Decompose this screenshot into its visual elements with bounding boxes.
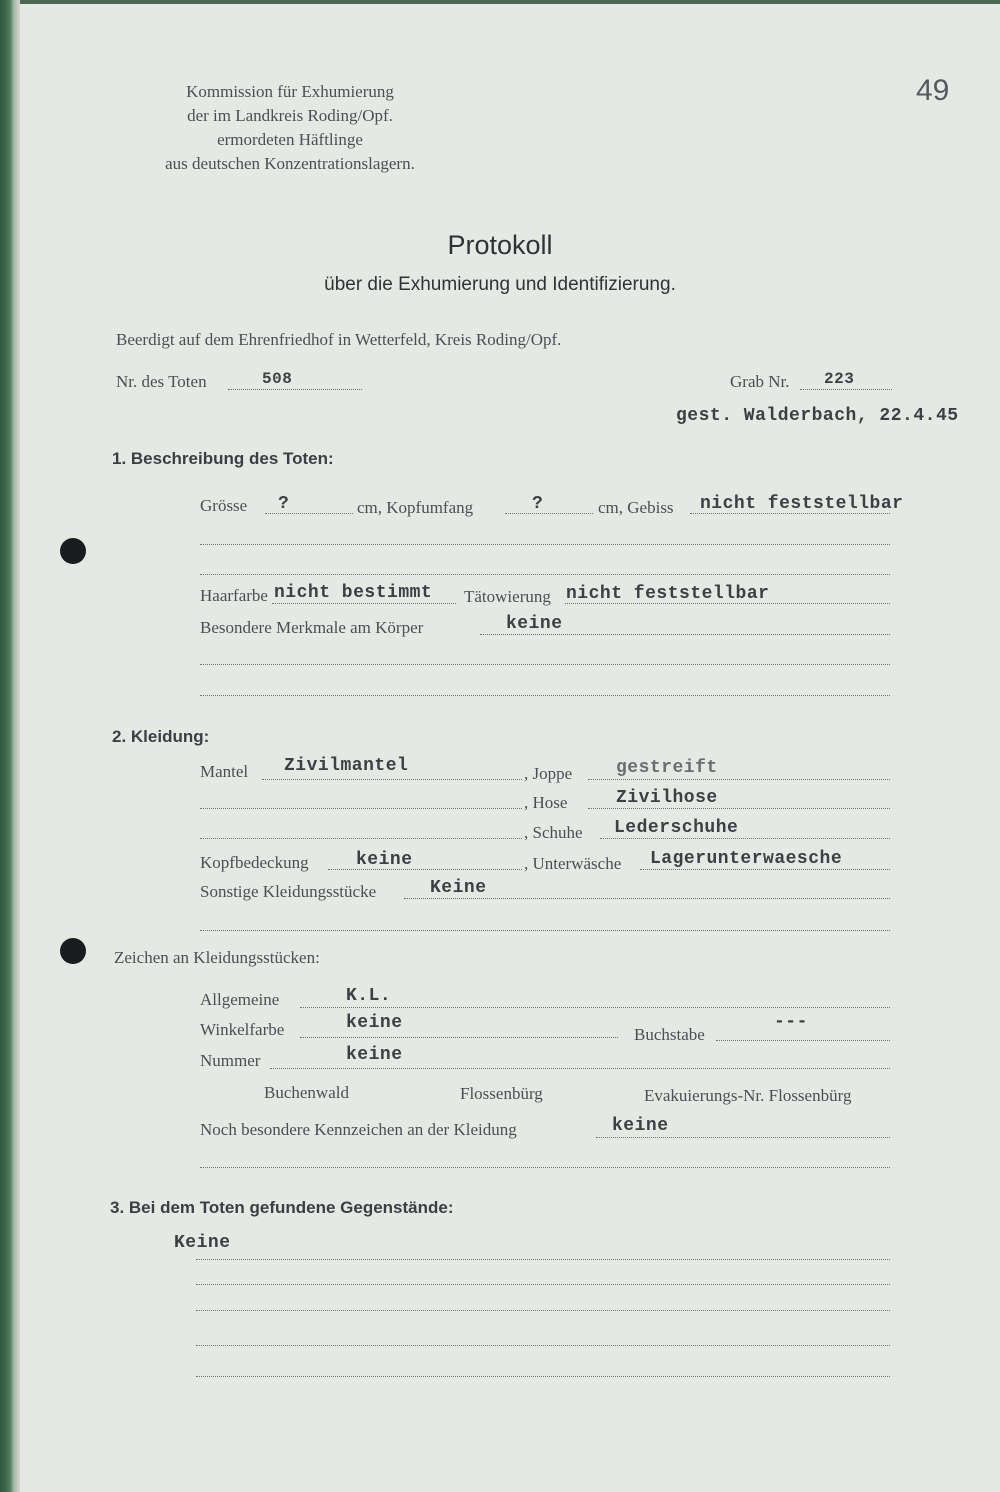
header-line-4: aus deutschen Konzentrationslagern. xyxy=(165,154,415,173)
gegenstaende-value: Keine xyxy=(174,1233,231,1253)
haar-value: nicht bestimmt xyxy=(274,583,433,603)
nr-label: Nr. des Toten xyxy=(116,372,207,391)
punch-hole-top xyxy=(60,538,86,564)
grab-value: 223 xyxy=(824,370,855,388)
noch-value: keine xyxy=(612,1116,669,1136)
punch-hole-bottom xyxy=(60,938,86,964)
groesse-value: ? xyxy=(278,494,290,514)
tatoo-value: nicht feststellbar xyxy=(566,584,770,604)
schuhe-value: Lederschuhe xyxy=(614,818,739,838)
zeichen-heading: Zeichen an Kleidungsstücken: xyxy=(114,948,320,967)
page-number: 49 xyxy=(916,74,950,107)
mantel-value: Zivilmantel xyxy=(284,756,409,776)
gebiss-value: nicht feststellbar xyxy=(700,494,904,514)
nr-value: 508 xyxy=(262,370,293,388)
sonstige-label: Sonstige Kleidungsstücke xyxy=(200,882,377,901)
document-sheet xyxy=(20,4,1000,1492)
allgemeine-label: Allgemeine xyxy=(200,990,280,1009)
groesse-label: Grösse xyxy=(200,496,248,515)
nummer-value: keine xyxy=(346,1045,403,1065)
hose-value: Zivilhose xyxy=(616,788,718,808)
cm-gebiss-label: cm, Gebiss xyxy=(598,498,674,517)
joppe-label: , Joppe xyxy=(524,764,573,783)
tatoo-label: Tätowierung xyxy=(464,587,551,606)
noch-label: Noch besondere Kennzeichen an der Kleidung xyxy=(200,1120,517,1139)
grab-label: Grab Nr. xyxy=(730,372,790,391)
unterwaesche-label: , Unterwäsche xyxy=(524,854,622,873)
sonstige-value: Keine xyxy=(430,878,487,898)
binding-edge xyxy=(0,0,20,1492)
section-3-heading: 3. Bei dem Toten gefundene Gegenstände: xyxy=(110,1198,454,1217)
kopfumfang-value: ? xyxy=(532,494,544,514)
unterwaesche-value: Lagerunterwaesche xyxy=(650,849,843,869)
winkelfarbe-label: Winkelfarbe xyxy=(200,1020,285,1039)
buchstabe-label: Buchstabe xyxy=(634,1025,705,1044)
mantel-label: Mantel xyxy=(200,762,249,781)
kopfbedeckung-label: Kopfbedeckung xyxy=(200,853,309,872)
header-line-2: der im Landkreis Roding/Opf. xyxy=(187,106,393,125)
merkmale-value: keine xyxy=(506,614,563,634)
haar-label: Haarfarbe xyxy=(200,586,268,605)
section-1-heading: 1. Beschreibung des Toten: xyxy=(112,449,334,468)
column-flossenbuerg: Flossenbürg xyxy=(460,1084,543,1103)
column-evakuierung: Evakuierungs-Nr. Flossenbürg xyxy=(644,1086,852,1105)
joppe-value: gestreift xyxy=(616,758,718,778)
header-line-3: ermordeten Häftlinge xyxy=(217,130,363,149)
burial-place: Beerdigt auf dem Ehrenfriedhof in Wetterfeld, Kreis Roding/Opf. xyxy=(116,330,562,349)
document-title: Protokoll xyxy=(447,230,553,260)
death-note: gest. Walderbach, 22.4.45 xyxy=(676,406,959,426)
merkmale-label: Besondere Merkmale am Körper xyxy=(200,618,424,637)
allgemeine-value: K.L. xyxy=(346,986,392,1006)
document-subtitle: über die Exhumierung und Identifizierung. xyxy=(324,274,676,295)
header-line-1: Kommission für Exhumierung xyxy=(186,82,394,101)
buchstabe-value: --- xyxy=(774,1012,808,1032)
column-buchenwald: Buchenwald xyxy=(264,1083,349,1102)
schuhe-label: , Schuhe xyxy=(524,823,583,842)
nummer-label: Nummer xyxy=(200,1051,261,1070)
section-2-heading: 2. Kleidung: xyxy=(112,727,210,746)
cm-kopfumfang-label: cm, Kopfumfang xyxy=(357,498,474,517)
commission-header xyxy=(120,80,460,176)
winkelfarbe-value: keine xyxy=(346,1013,403,1033)
kopfbedeckung-value: keine xyxy=(356,850,413,870)
hose-label: , Hose xyxy=(524,793,568,812)
